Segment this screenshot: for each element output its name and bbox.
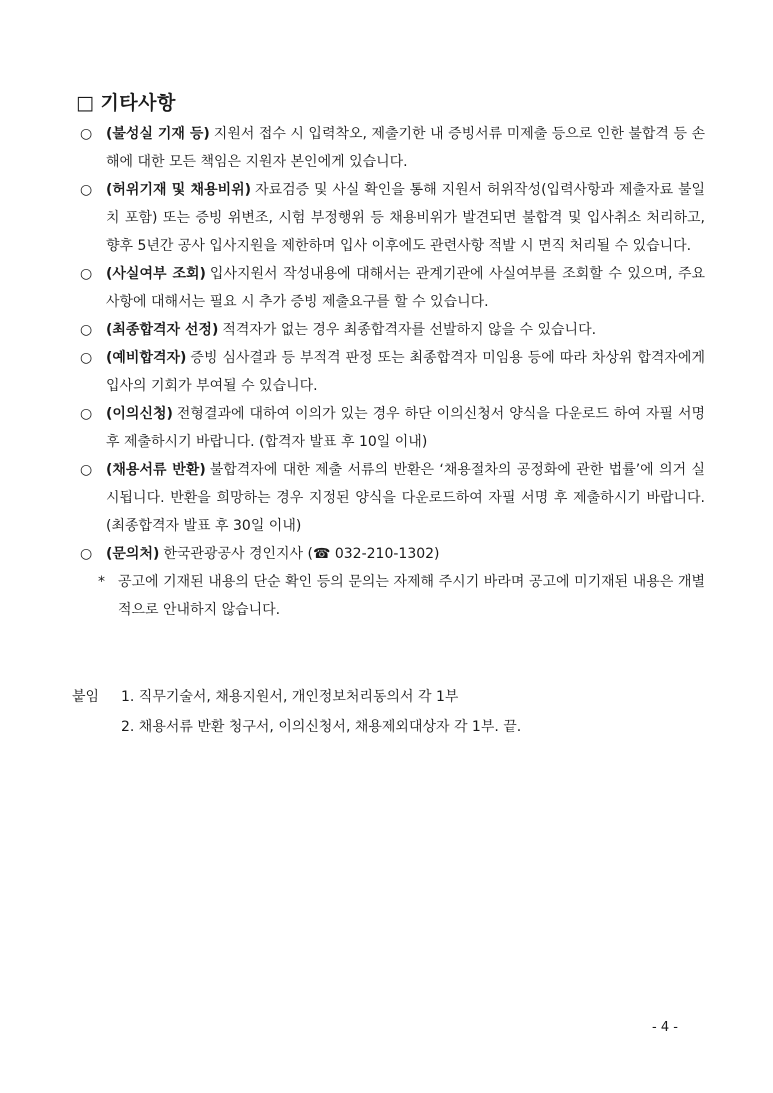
item-text: 불합격자에 대한 제출 서류의 반환은 ‘채용절차의 공정화에 관한 법률’에 의거 실시됩니다. 반환을 희망하는 경우 지정된 양식을 다운로드하여 자필 서명 후 제출하시기 바랍니다. (최종합격자 발표 후 30일 이내) — [106, 462, 705, 534]
item-text: 증빙 심사결과 등 부적격 판정 또는 최종합격자 미임용 등에 따라 차상위 합격자에게 입사의 기회가 부여될 수 있습니다. — [106, 350, 705, 394]
section-title-text: 기타사항 — [100, 92, 176, 114]
item-heading: (예비합격자) — [106, 350, 187, 366]
circle-bullet-icon: ○ — [80, 182, 93, 198]
notice-item-false-entry — [80, 176, 705, 260]
notice-item-fact-check — [80, 260, 705, 316]
item-heading: (사실여부 조회) — [106, 266, 206, 282]
asterisk-mark: * — [98, 574, 105, 590]
notice-list — [80, 120, 705, 624]
attachment-line-2: 2. 채용서류 반환 청구서, 이의신청서, 채용제외대상자 각 1부. 끝. — [121, 719, 522, 735]
notice-item-contact — [80, 540, 705, 568]
section-heading — [76, 88, 176, 115]
item-heading: (채용서류 반환) — [106, 462, 206, 478]
page-number: - 4 - — [652, 1020, 678, 1035]
item-heading: (불성실 기재 등) — [106, 126, 210, 142]
notice-item-appeal — [80, 400, 705, 456]
circle-bullet-icon: ○ — [80, 462, 93, 478]
notice-item-document-return — [80, 456, 705, 540]
item-heading: (문의처) — [106, 546, 160, 562]
checkbox-square-icon: □ — [76, 92, 95, 114]
attachment-line-1: 1. 직무기술서, 채용지원서, 개인정보처리동의서 각 1부 — [121, 689, 459, 705]
item-heading: (이의신청) — [106, 406, 173, 422]
attachments-label: 붙임 — [72, 689, 100, 705]
note-text: 공고에 기재된 내용의 단순 확인 등의 문의는 자제해 주시기 바라며 공고에 미기재된 내용은 개별적으로 안내하지 않습니다. — [118, 574, 705, 618]
circle-bullet-icon: ○ — [80, 126, 93, 142]
item-heading: (최종합격자 선정) — [106, 322, 219, 338]
item-text: 한국관광공사 경인지사 (☎ 032-210-1302) — [163, 546, 440, 562]
item-text: 입사지원서 작성내용에 대해서는 관계기관에 사실여부를 조회할 수 있으며, 주요사항에 대해서는 필요 시 추가 증빙 제출요구를 할 수 있습니다. — [106, 266, 705, 310]
notice-item-incomplete-entry — [80, 120, 705, 176]
item-heading: (허위기재 및 채용비위) — [106, 182, 252, 198]
item-text: 자료검증 및 사실 확인을 통해 지원서 허위작성(입력사항과 제출자료 불일치 포함) 또는 증빙 위변조, 시험 부정행위 등 채용비위가 발견되면 불합격 및 입사취소 처리하고, 향후 5년간 공사 입사지원을 제한하며 입사 이후에도 관련사항 적발 시 면직 처리될 수 있습니다. — [106, 182, 705, 254]
circle-bullet-icon: ○ — [80, 350, 93, 366]
inquiry-note — [90, 568, 705, 624]
circle-bullet-icon: ○ — [80, 546, 93, 562]
notice-item-reserve-candidates — [80, 344, 705, 400]
circle-bullet-icon: ○ — [80, 266, 93, 282]
item-text: 적격자가 없는 경우 최종합격자를 선발하지 않을 수 있습니다. — [222, 322, 597, 338]
circle-bullet-icon: ○ — [80, 322, 93, 338]
item-text: 전형결과에 대하여 이의가 있는 경우 하단 이의신청서 양식을 다운로드 하여 자필 서명 후 제출하시기 바랍니다. (합격자 발표 후 10일 이내) — [106, 406, 705, 450]
circle-bullet-icon: ○ — [80, 406, 93, 422]
item-text: 지원서 접수 시 입력착오, 제출기한 내 증빙서류 미제출 등으로 인한 불합격 등 손해에 대한 모든 책임은 지원자 본인에게 있습니다. — [106, 126, 705, 170]
attachments — [72, 682, 521, 742]
notice-item-final-selection — [80, 316, 705, 344]
